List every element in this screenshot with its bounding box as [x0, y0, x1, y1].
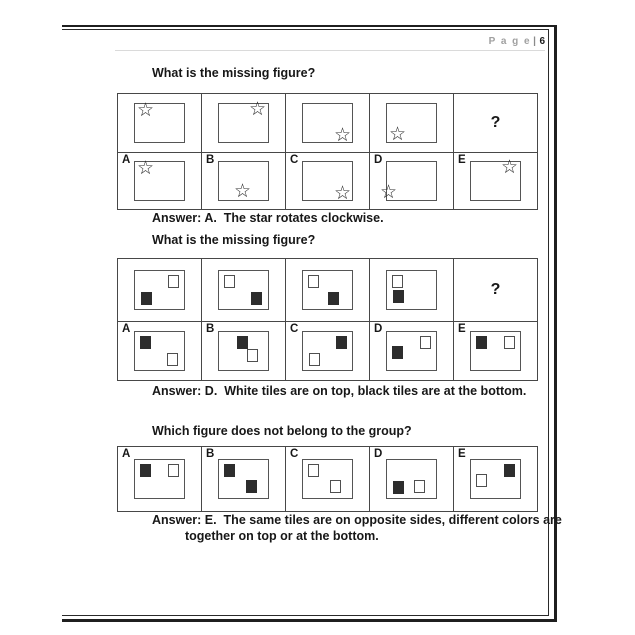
option-label: E — [458, 154, 466, 166]
figure-square — [470, 459, 521, 499]
figure-square — [302, 103, 353, 146]
sequence-figure-cell — [285, 258, 369, 321]
star-icon: ☆ — [137, 157, 155, 179]
option-label: A — [122, 448, 131, 460]
figure-square — [386, 459, 437, 499]
star-icon: ☆ — [500, 156, 518, 178]
tile-black-icon — [336, 336, 347, 349]
page-separator: | — [533, 36, 538, 47]
figure-square — [302, 161, 353, 204]
option-label: D — [374, 448, 383, 460]
option-cell-e — [453, 152, 537, 209]
star-icon: ☆ — [380, 181, 398, 203]
question-1-grid — [117, 93, 538, 210]
tile-white-icon — [308, 275, 319, 288]
option-label: A — [122, 323, 131, 335]
sequence-figure-cell — [117, 258, 201, 321]
tile-white-icon — [168, 275, 179, 288]
tile-white-icon — [247, 349, 258, 362]
figure-square — [302, 459, 353, 499]
figure-square — [470, 156, 521, 201]
figure-square — [218, 331, 269, 371]
option-cell-b — [201, 152, 285, 209]
figure-square — [302, 331, 353, 371]
tile-black-icon — [251, 292, 262, 305]
figure-square — [218, 98, 269, 143]
question-mark: ? — [490, 114, 501, 131]
tile-white-icon — [168, 464, 179, 477]
option-cell-c — [285, 321, 369, 380]
option-cell-a — [117, 446, 201, 511]
option-label: B — [206, 448, 215, 460]
sequence-figure-cell — [201, 93, 285, 152]
tile-black-icon — [392, 346, 403, 359]
options-row — [117, 321, 537, 380]
tile-white-icon — [330, 480, 341, 493]
tile-white-icon — [476, 474, 487, 487]
tile-black-icon — [328, 292, 339, 305]
question-mark: ? — [490, 281, 501, 298]
option-cell-d — [369, 446, 453, 511]
option-label: B — [206, 154, 215, 166]
star-icon: ☆ — [333, 182, 351, 204]
option-cell-c — [285, 446, 369, 511]
star-icon: ☆ — [248, 98, 266, 120]
question-3-answer: Answer: E. The same tiles are on opposite sides, different colors are together on top or at the bottom. — [152, 513, 562, 543]
option-cell-d — [369, 321, 453, 380]
option-label: C — [290, 323, 299, 335]
question-2-prompt: What is the missing figure? — [152, 233, 316, 247]
figure-square — [302, 270, 353, 310]
sequence-figure-cell — [285, 93, 369, 152]
options-row — [117, 446, 537, 511]
page-number: 6 — [539, 36, 545, 47]
tile-black-icon — [141, 292, 152, 305]
tile-black-icon — [476, 336, 487, 349]
sequence-figure-cell — [201, 258, 285, 321]
option-cell-e — [453, 321, 537, 380]
tile-black-icon — [237, 336, 248, 349]
figure-square — [218, 459, 269, 499]
option-cell-e — [453, 446, 537, 511]
tile-white-icon — [309, 353, 320, 366]
tile-white-icon — [420, 336, 431, 349]
star-icon: ☆ — [389, 123, 407, 145]
question-1-prompt: What is the missing figure? — [152, 66, 316, 80]
figure-square — [134, 270, 185, 310]
tile-white-icon — [392, 275, 403, 288]
question-3-grid — [117, 446, 538, 512]
sequence-figure-cell — [369, 93, 453, 152]
tile-white-icon — [167, 353, 178, 366]
option-label: D — [374, 323, 383, 335]
option-cell-b — [201, 446, 285, 511]
option-label: B — [206, 323, 215, 335]
page-header — [489, 36, 545, 47]
figure-square — [134, 459, 185, 499]
page-word: P a g e — [488, 36, 532, 47]
option-cell-b — [201, 321, 285, 380]
figure-square — [386, 270, 437, 310]
tile-black-icon — [140, 464, 151, 477]
tile-white-icon — [504, 336, 515, 349]
figure-square — [470, 331, 521, 371]
tile-black-icon — [504, 464, 515, 477]
option-cell-d — [369, 152, 453, 209]
tile-white-icon — [308, 464, 319, 477]
question-2-answer: Answer: D. White tiles are on top, black tiles are at the bottom. — [152, 384, 527, 398]
option-label: C — [290, 154, 299, 166]
missing-figure-cell — [453, 93, 537, 152]
figure-square — [386, 331, 437, 371]
question-1-answer: Answer: A. The star rotates clockwise. — [152, 211, 384, 225]
star-icon: ☆ — [137, 99, 155, 121]
figure-square — [218, 270, 269, 310]
option-cell-a — [117, 321, 201, 380]
sequence-row — [117, 258, 537, 321]
option-cell-a — [117, 152, 201, 209]
star-icon: ☆ — [333, 124, 351, 146]
figure-square — [134, 99, 185, 143]
tile-black-icon — [140, 336, 151, 349]
option-label: E — [458, 323, 466, 335]
tile-white-icon — [224, 275, 235, 288]
option-label: E — [458, 448, 466, 460]
option-label: D — [374, 154, 383, 166]
tile-white-icon — [414, 480, 425, 493]
header-rule — [115, 50, 545, 51]
sequence-figure-cell — [117, 93, 201, 152]
figure-square — [134, 157, 185, 201]
figure-square — [134, 331, 185, 371]
tile-black-icon — [224, 464, 235, 477]
tile-black-icon — [393, 290, 404, 303]
tile-black-icon — [246, 480, 257, 493]
option-label: C — [290, 448, 299, 460]
question-3-prompt: Which figure does not belong to the group? — [152, 424, 412, 438]
star-icon: ☆ — [234, 180, 252, 202]
option-label: A — [122, 154, 131, 166]
figure-square — [380, 161, 437, 203]
tile-black-icon — [393, 481, 404, 494]
option-cell-c — [285, 152, 369, 209]
sequence-row — [117, 93, 537, 152]
figure-square — [386, 103, 437, 143]
figure-square — [218, 161, 269, 201]
question-2-grid — [117, 258, 538, 381]
missing-figure-cell — [453, 258, 537, 321]
options-row — [117, 152, 537, 209]
sequence-figure-cell — [369, 258, 453, 321]
